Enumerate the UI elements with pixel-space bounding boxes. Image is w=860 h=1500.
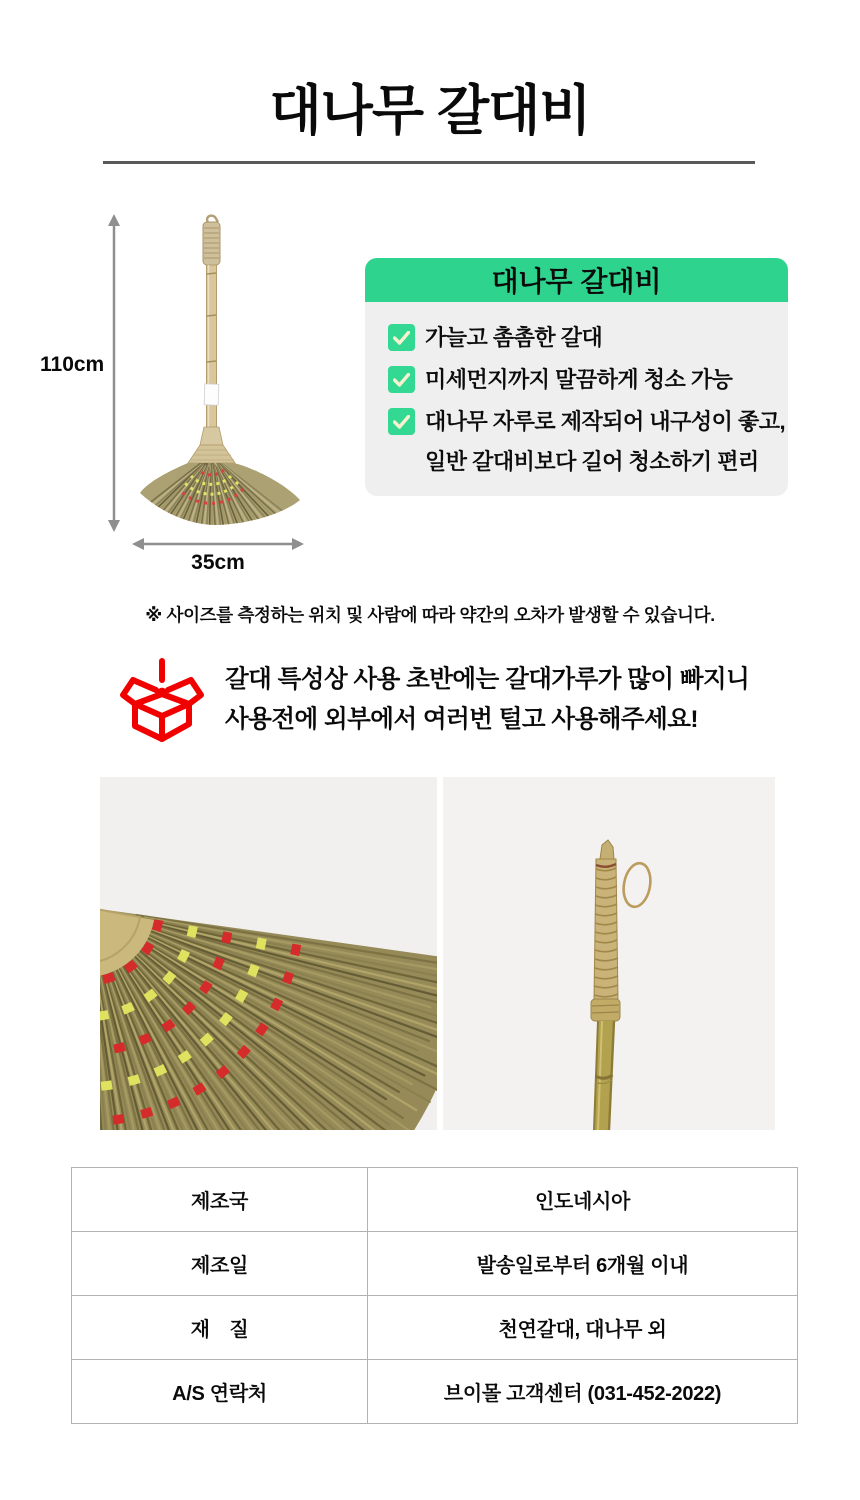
spec-label: 제조일: [72, 1232, 368, 1296]
feature-list: [365, 302, 788, 496]
feature-item: [388, 366, 788, 393]
spec-label: 재 질: [72, 1296, 368, 1360]
feature-line-1: 대나무 자루로 제작되어 내구성이 좋고,: [425, 409, 786, 434]
feature-card-title: 대나무 갈대비: [365, 258, 788, 302]
table-row: [72, 1360, 798, 1424]
broom-illustration: [130, 212, 305, 532]
title-divider: [103, 161, 755, 164]
photo-bamboo-handle: [443, 777, 775, 1130]
height-arrow: [104, 214, 124, 532]
table-row: [72, 1232, 798, 1296]
spec-table: [71, 1167, 798, 1424]
feature-card: [365, 258, 788, 496]
spec-value: 인도네시아: [368, 1168, 798, 1232]
feature-item: [388, 324, 788, 351]
open-box-exclamation-icon: [116, 652, 208, 744]
spec-value: 천연갈대, 대나무 외: [368, 1296, 798, 1360]
feature-label: 미세먼지까지 말끔하게 청소 가능: [425, 367, 733, 392]
spec-value: 발송일로부터 6개월 이내: [368, 1232, 798, 1296]
photo-broom-head: [100, 777, 437, 1130]
check-icon: [388, 408, 415, 435]
feature-label: [425, 408, 785, 475]
size-tolerance-note: ※ 사이즈를 측정하는 위치 및 사람에 따라 약간의 오차가 발생할 수 있습니다.: [145, 605, 715, 625]
check-icon: [388, 366, 415, 393]
table-row: [72, 1296, 798, 1360]
spec-label: 제조국: [72, 1168, 368, 1232]
feature-item: [388, 408, 788, 475]
warning-line-2: 사용전에 외부에서 여러번 털고 사용해주세요!: [225, 706, 699, 733]
table-row: [72, 1168, 798, 1232]
check-icon: [388, 324, 415, 351]
feature-label: 가늘고 촘촘한 갈대: [425, 325, 603, 350]
feature-line-2: 일반 갈대비보다 길어 청소하기 편리: [425, 449, 759, 474]
usage-warning-text: [225, 660, 749, 740]
width-dimension-label: 35cm: [191, 551, 245, 574]
page-title: 대나무 갈대비: [269, 81, 591, 141]
spec-value: 브이몰 고객센터 (031-452-2022): [368, 1360, 798, 1424]
height-dimension-label: 110cm: [40, 353, 105, 376]
warning-line-1: 갈대 특성상 사용 초반에는 갈대가루가 많이 빠지니: [225, 666, 750, 693]
spec-label: A/S 연락처: [72, 1360, 368, 1424]
